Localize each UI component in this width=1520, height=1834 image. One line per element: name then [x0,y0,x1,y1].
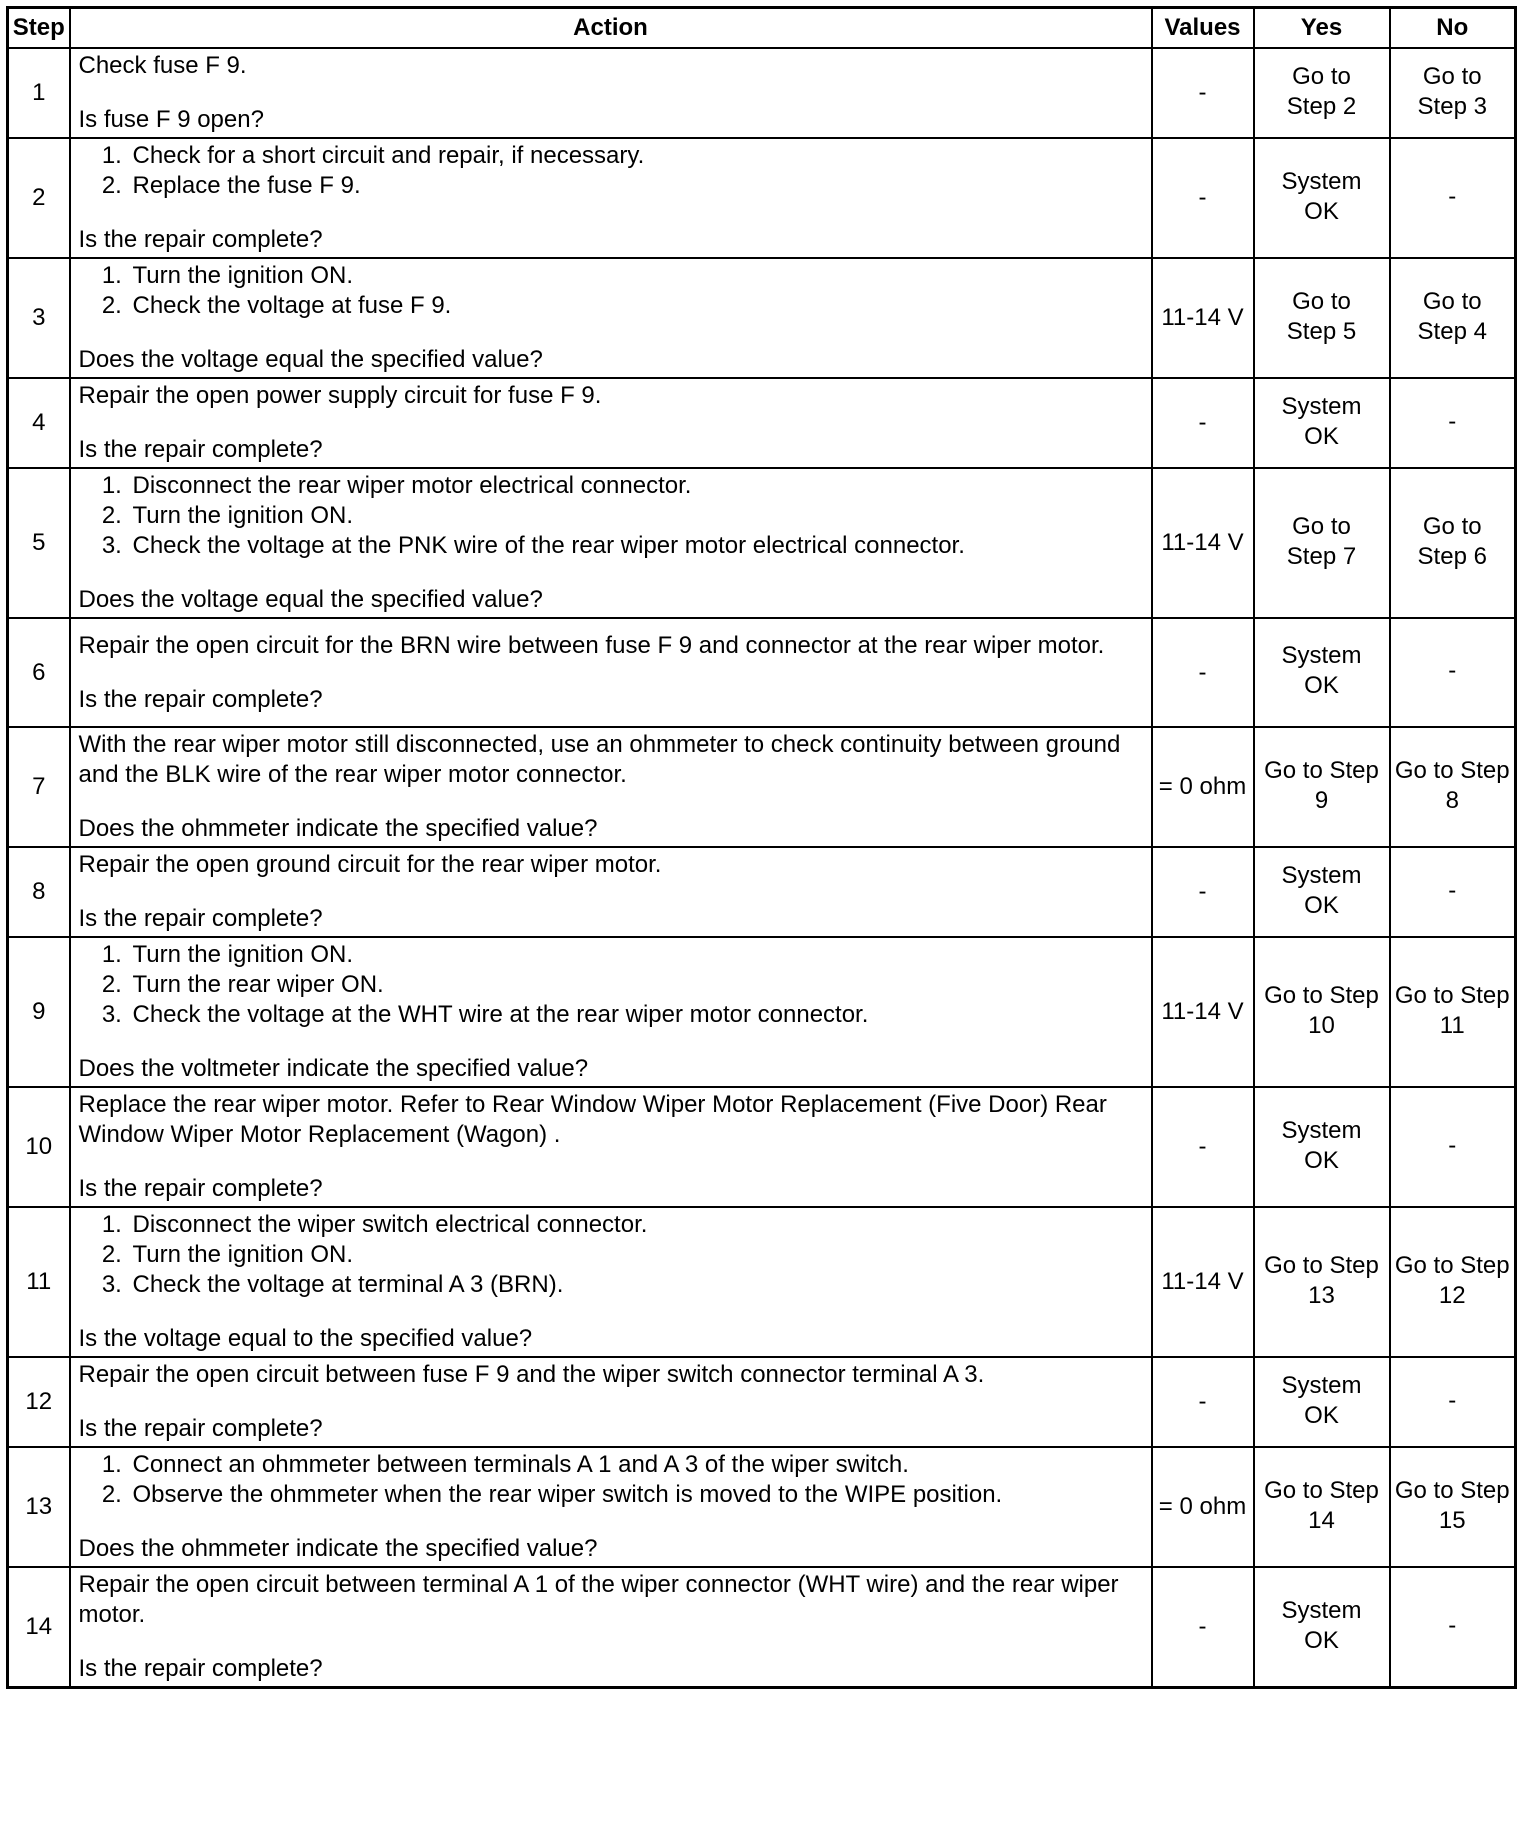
spec-value: = 0 ohm [1152,727,1254,847]
table-row [8,1447,1516,1567]
step-number: 7 [8,727,70,847]
table-row [8,1357,1516,1447]
no-outcome: Go to Step 4 [1390,258,1516,378]
table-row [8,727,1516,847]
action-cell [70,937,1152,1087]
yes-outcome: Go to Step 2 [1254,48,1390,138]
table-row [8,138,1516,258]
action-question: Does the voltmeter indicate the specified value? [78,1055,589,1082]
action-cell [70,618,1152,727]
table-body [8,48,1516,1688]
no-outcome: - [1390,1357,1516,1447]
table-row [8,847,1516,937]
action-cell [70,138,1152,258]
action-steps-list [79,1210,1143,1300]
action-text: Replace the rear wiper motor. Refer to Rear Window Wiper Motor Replacement (Five Door) Rear Window Wiper Motor Replacement (Wagon) . [78,1091,1107,1148]
no-outcome: - [1390,378,1516,468]
step-number: 8 [8,847,70,937]
action-question: Is the repair complete? [78,1415,323,1442]
no-outcome: Go to Step 3 [1390,48,1516,138]
action-question: Does the ohmmeter indicate the specified value? [78,815,598,842]
spec-value: 11-14 V [1152,937,1254,1087]
action-question: Is the repair complete? [78,905,323,932]
action-text: With the rear wiper motor still disconnected, use an ohmmeter to check continuity between ground and the BLK wire of the rear wiper motor connector. [78,731,1121,788]
header-yes: Yes [1254,8,1390,49]
action-question: Is fuse F 9 open? [78,106,264,133]
action-question: Is the repair complete? [78,436,323,463]
action-question: Is the repair complete? [78,1175,323,1202]
spec-value: 11-14 V [1152,258,1254,378]
spec-value: - [1152,1087,1254,1207]
step-number: 3 [8,258,70,378]
action-step-item: 2. Turn the ignition ON. [129,501,1143,531]
action-step-item: 1. Disconnect the wiper switch electrical connector. [129,1210,1143,1240]
spec-value: 11-14 V [1152,468,1254,618]
diagnostic-table-container [6,6,1514,1689]
action-step-item: 2. Turn the ignition ON. [129,1240,1143,1270]
action-cell [70,468,1152,618]
table-row [8,937,1516,1087]
action-question: Does the voltage equal the specified value? [78,346,543,373]
action-cell [70,48,1152,138]
table-row [8,1567,1516,1688]
spec-value: - [1152,1567,1254,1688]
action-question: Does the voltage equal the specified value? [78,586,543,613]
spec-value: - [1152,48,1254,138]
action-step-item: 3. Check the voltage at terminal A 3 (BRN). [129,1270,1143,1300]
table-row [8,1207,1516,1357]
no-outcome: Go to Step 6 [1390,468,1516,618]
no-outcome: Go to Step 8 [1390,727,1516,847]
action-question: Is the voltage equal to the specified value? [78,1325,533,1352]
table-row [8,1087,1516,1207]
action-step-item: 2. Observe the ohmmeter when the rear wiper switch is moved to the WIPE position. [129,1480,1143,1510]
action-step-item: 2. Check the voltage at fuse F 9. [129,291,1143,321]
yes-outcome: System OK [1254,618,1390,727]
table-row [8,618,1516,727]
action-cell [70,258,1152,378]
action-cell [70,378,1152,468]
step-number: 11 [8,1207,70,1357]
action-cell [70,1087,1152,1207]
action-step-item: 3. Check the voltage at the WHT wire at the rear wiper motor connector. [129,1000,1143,1030]
action-cell [70,1567,1152,1688]
yes-outcome: System OK [1254,378,1390,468]
step-number: 14 [8,1567,70,1688]
table-row [8,378,1516,468]
step-number: 9 [8,937,70,1087]
action-step-item: 1. Check for a short circuit and repair, if necessary. [129,141,1143,171]
action-step-item: 1. Connect an ohmmeter between terminals A 1 and A 3 of the wiper switch. [129,1450,1143,1480]
action-steps-list [79,261,1143,321]
action-step-item: 1. Turn the ignition ON. [129,261,1143,291]
yes-outcome: System OK [1254,1357,1390,1447]
step-number: 1 [8,48,70,138]
action-step-item: 1. Turn the ignition ON. [129,940,1143,970]
step-number: 13 [8,1447,70,1567]
action-steps-list [79,141,1143,201]
no-outcome: - [1390,1567,1516,1688]
action-text: Repair the open power supply circuit for fuse F 9. [78,382,602,409]
table-row [8,48,1516,138]
step-number: 10 [8,1087,70,1207]
table-header-row [8,8,1516,49]
action-cell [70,1447,1152,1567]
step-number: 5 [8,468,70,618]
yes-outcome: System OK [1254,1087,1390,1207]
yes-outcome: Go to Step 7 [1254,468,1390,618]
yes-outcome: Go to Step 14 [1254,1447,1390,1567]
header-action: Action [70,8,1152,49]
action-steps-list [79,471,1143,561]
yes-outcome: System OK [1254,138,1390,258]
step-number: 4 [8,378,70,468]
action-text: Repair the open ground circuit for the rear wiper motor. [78,851,662,878]
spec-value: - [1152,378,1254,468]
header-step: Step [8,8,70,49]
yes-outcome: System OK [1254,847,1390,937]
table-row [8,468,1516,618]
spec-value: - [1152,1357,1254,1447]
step-number: 6 [8,618,70,727]
action-cell [70,727,1152,847]
yes-outcome: Go to Step 9 [1254,727,1390,847]
no-outcome: Go to Step 12 [1390,1207,1516,1357]
diagnostic-table [6,6,1517,1689]
yes-outcome: Go to Step 13 [1254,1207,1390,1357]
spec-value: - [1152,138,1254,258]
action-text: Repair the open circuit between fuse F 9 and the wiper switch connector terminal A 3. [78,1361,985,1388]
action-question: Is the repair complete? [78,685,323,713]
action-step-item: 2. Replace the fuse F 9. [129,171,1143,201]
action-text: Check fuse F 9. [78,52,247,79]
table-row [8,258,1516,378]
action-question: Is the repair complete? [78,226,323,253]
action-step-item: 1. Disconnect the rear wiper motor electrical connector. [129,471,1143,501]
action-step-item: 3. Check the voltage at the PNK wire of the rear wiper motor electrical connector. [129,531,1143,561]
action-cell [70,1207,1152,1357]
action-text: Repair the open circuit for the BRN wire between fuse F 9 and connector at the rear wiper motor. [78,631,1105,659]
action-steps-list [79,1450,1143,1510]
yes-outcome: System OK [1254,1567,1390,1688]
spec-value: = 0 ohm [1152,1447,1254,1567]
action-text: Repair the open circuit between terminal A 1 of the wiper connector (WHT wire) and the rear wiper motor. [78,1571,1119,1628]
spec-value: - [1152,847,1254,937]
yes-outcome: Go to Step 5 [1254,258,1390,378]
header-values: Values [1152,8,1254,49]
no-outcome: - [1390,847,1516,937]
step-number: 2 [8,138,70,258]
spec-value: - [1152,618,1254,727]
header-no: No [1390,8,1516,49]
no-outcome: Go to Step 11 [1390,937,1516,1087]
no-outcome: - [1390,1087,1516,1207]
step-number: 12 [8,1357,70,1447]
action-question: Does the ohmmeter indicate the specified value? [78,1535,598,1562]
action-step-item: 2. Turn the rear wiper ON. [129,970,1143,1000]
spec-value: 11-14 V [1152,1207,1254,1357]
action-cell [70,847,1152,937]
no-outcome: Go to Step 15 [1390,1447,1516,1567]
action-cell [70,1357,1152,1447]
yes-outcome: Go to Step 10 [1254,937,1390,1087]
no-outcome: - [1390,618,1516,727]
no-outcome: - [1390,138,1516,258]
action-question: Is the repair complete? [78,1655,323,1682]
action-steps-list [79,940,1143,1030]
